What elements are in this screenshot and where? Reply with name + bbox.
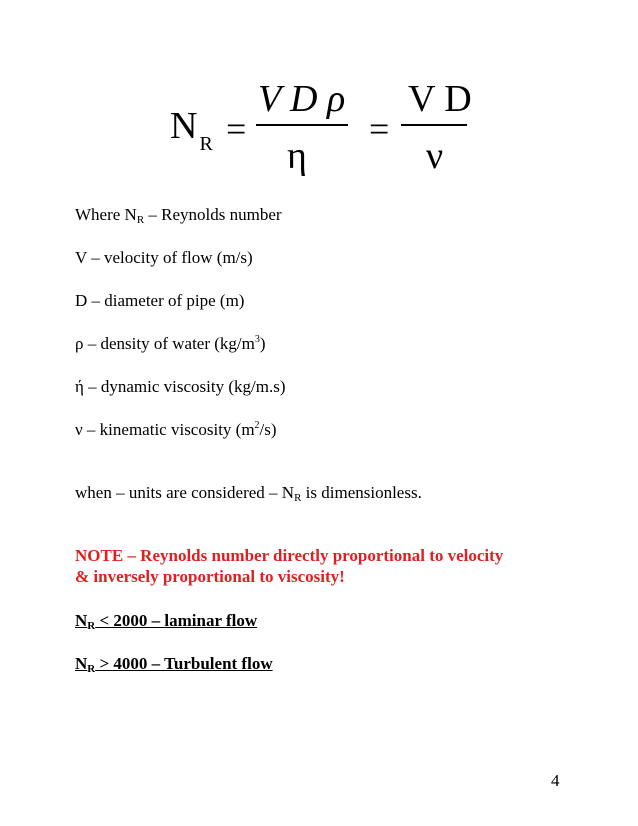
fraction-bar-2 <box>401 124 467 126</box>
definition-diameter: D – diameter of pipe (m) <box>75 291 245 310</box>
formula-numerator-2: V D <box>408 78 472 120</box>
formula-denominator-1: η <box>287 135 307 177</box>
definition-reynolds-number: Where $N_R$ – Reynolds number <box>75 205 282 226</box>
fraction-bar-1 <box>256 124 348 126</box>
page-number: 4 <box>551 771 560 790</box>
formula-lhs: N $_R$ <box>170 105 213 155</box>
formula-equals-1: = <box>226 109 247 149</box>
definition-kinematic-viscosity: ν – kinematic viscosity $(m^2/s)$ <box>75 420 277 439</box>
note-line-2: & inversely proportional to viscosity! <box>75 567 345 586</box>
formula-lhs-subscript: R <box>199 133 213 155</box>
turbulent-flow-criterion: $N_R > 4000$ – Turbulent flow <box>75 654 273 675</box>
laminar-flow-criterion: $N_R < 2000$ – laminar flow <box>75 611 258 632</box>
formula-numerator-1: V D ρ <box>258 78 346 120</box>
formula-denominator-2: ν <box>426 135 444 177</box>
formula-equals-2: = <box>369 109 390 149</box>
definition-density: ρ – density of water $(kg/m^3)$ <box>75 334 266 353</box>
definition-velocity: V – velocity of flow (m/s) <box>75 248 253 267</box>
units-note: when – units are considered – $N_R$ is dimensionless. <box>75 483 422 504</box>
note-line-1: NOTE – Reynolds number directly proportional to velocity <box>75 546 504 565</box>
definition-dynamic-viscosity: ή – dynamic viscosity (kg/m.s) <box>75 377 286 396</box>
